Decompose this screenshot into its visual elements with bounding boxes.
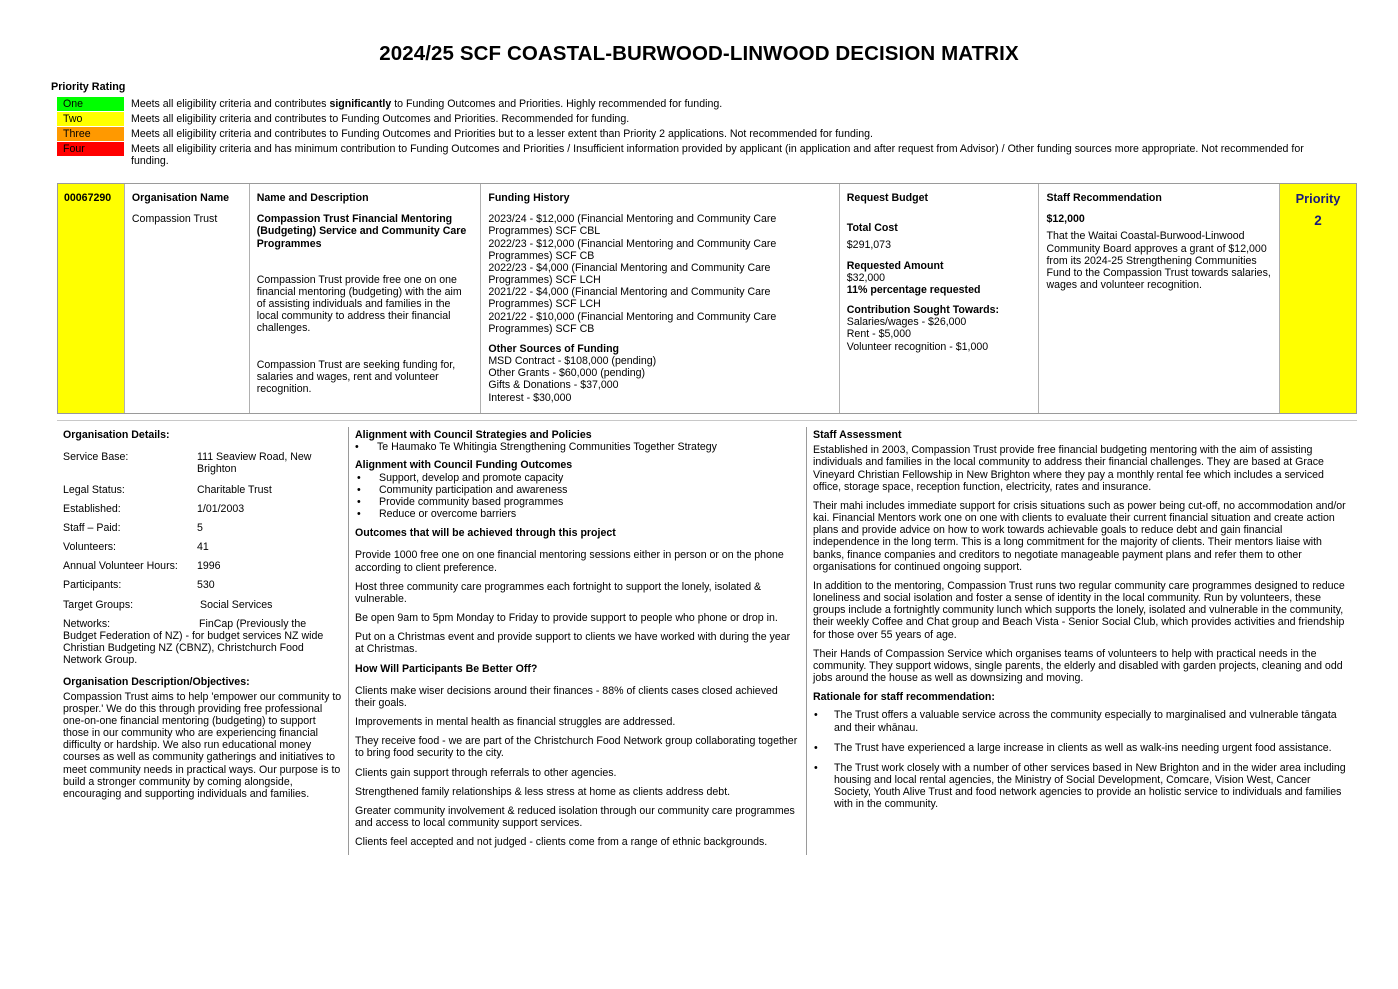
other-sources-header: Other Sources of Funding [488,342,620,355]
legend-text-four: Meets all eligibility criteria and has minimum contribution to Funding Outcomes and Priorities / Insufficient information provided by applicant (in application and after request from Advisor) / Other funding sources more appropriate. Not recommended for funding. [131,143,1304,167]
total-cost-value: $291,073 [846,239,891,252]
application-id: 00067290 [58,184,125,413]
detail-label: Staff – Paid: [63,521,121,534]
project-title: Compassion Trust Financial Mentoring (Budgeting) Service and Community Care Programmes [256,213,467,250]
priority-value: 2 [1314,212,1322,228]
achieve-item: Provide 1000 free one on one financial mentoring sessions either in person or on the phone according to client preference. [355,549,784,574]
organisation-details-heading: Organisation Details: [63,429,170,441]
funding-history-item: 2022/23 - $4,000 (Financial Mentoring and Community Care Programmes) SCF LCH [488,261,771,287]
other-source-item: Other Grants - $60,000 (pending) [488,367,645,380]
name-description-header: Name and Description [256,192,369,204]
better-off-item: Improvements in mental health as financial struggles are addressed. [355,716,676,729]
achieve-item: Host three community care programmes each fortnight to support the lonely, isolated & vulnerable. [355,580,762,605]
detail-value: Social Services [200,598,273,611]
staff-recommendation-text: That the Waitai Coastal-Burwood-Linwood Community Board approves a grant of $12,000 from its 2024-25 Strengthening Communities Fund to the Compassion Trust towards salaries, wages and volunteer recognition. [1046,230,1271,292]
requested-amount-label: Requested Amount [846,259,944,272]
list-item: • Te Haumako Te Whitingia Strengthening Communities Together Strategy [377,441,800,453]
legend-text-one: Meets all eligibility criteria and contributes significantly to Funding Outcomes and Priorities. Highly recommended for funding. [131,98,723,110]
project-description: Compassion Trust provide free one on one financial mentoring (budgeting) with the aim of assisting individuals and families in the local community to address their financial challenges. [256,273,462,335]
objectives-text: Compassion Trust aims to help 'empower our community to prosper.' We do this through providing free professional one-on-one financial mentoring (budgeting) to support those in our community who are experiencing financial difficulty or hardship. We also run educational money courses as well as community gatherings and initiatives to meet community needs in practical ways. Our purpose is to build a stronger community by coming alongside, encouraging and supporting individuals and families. [63,690,342,800]
list-item: • Provide community based programmes [379,496,800,508]
alignment-column [348,427,806,855]
rationale-item: • The Trust work closely with a number of other services based in New Brighton and in the wider area including housing and local rental agencies, the Ministry of Social Development, Comcare, Vision West, Cancer Society, Youth Alive Trust and food network agencies to provide an holistic service to individuals and families with in the community. [834,762,1350,811]
priority-cell [1280,184,1356,413]
networks [63,618,342,667]
legend-text-three: Meets all eligibility criteria and contributes to Funding Outcomes and Priorities but to a lesser extent than Priority 2 applications. Not recommended for funding. [131,128,873,140]
contribution-label: Contribution Sought Towards: [846,304,999,317]
detail-row-volunteers [63,541,342,553]
section-divider [57,420,1357,421]
detail-row-target-groups [63,599,342,611]
funding-purpose: Compassion Trust are seeking funding for, salaries and wages, rent and volunteer recognition. [256,358,456,395]
networks-value: FinCap (Previously the Budget Federation of NZ) - for budget services NZ wide Christian Budgeting NZ (CBNZ), Christchurch Food Network Group. [63,617,324,667]
legend-swatch-two: Two [57,112,124,126]
detail-label: Target Groups: [63,598,134,611]
contribution-item: Rent - $5,000 [846,328,911,341]
page-title: 2024/25 SCF COASTAL-BURWOOD-LINWOOD DECISION MATRIX [379,42,1019,65]
funding-history-item: 2023/24 - $12,000 (Financial Mentoring and Community Care Programmes) SCF CBL [488,213,777,238]
detail-value: 111 Seaview Road, New Brighton [197,451,312,476]
detail-row-legal-status [63,484,342,496]
better-off-item: They receive food - we are part of the Christchurch Food Network group collaborating together to bring food security to the city. [355,735,798,760]
funding-history-item: 2021/22 - $4,000 (Financial Mentoring and Community Care Programmes) SCF LCH [488,286,771,311]
staff-assessment-heading: Staff Assessment [813,429,902,441]
detail-label: Service Base: [63,451,129,464]
list-item: • Support, develop and promote capacity [379,472,800,484]
priority-legend [57,97,1317,168]
legend-text-two: Meets all eligibility criteria and contributes to Funding Outcomes and Priorities. Recommended for funding. [131,113,630,125]
requested-amount-value: $32,000 [846,271,886,284]
better-off-item: Greater community involvement & reduced isolation through our community care programmes and access to local community support services. [355,804,795,830]
better-off-item: Clients gain support through referrals to other agencies. [355,766,617,779]
legend-row-two [57,112,1317,126]
other-source-item: Interest - $30,000 [488,391,572,404]
funding-history-header: Funding History [488,192,570,204]
legend-swatch-three: Three [57,127,124,141]
detail-label: Legal Status: [63,483,125,496]
achieve-heading: Outcomes that will be achieved through this project [355,527,616,540]
detail-row-volunteer-hours [63,560,342,572]
list-item: • Reduce or overcome barriers [379,508,800,520]
detail-row-service-base [63,451,342,475]
funding-history-item: 2022/23 - $12,000 (Financial Mentoring and Community Care Programmes) SCF CB [488,237,777,262]
better-off-item: Strengthened family relationships & less stress at home as clients address debt. [355,785,731,798]
rationale-heading: Rationale for staff recommendation: [813,691,995,704]
objectives-heading: Organisation Description/Objectives: [63,676,250,689]
detail-label: Annual Volunteer Hours: [63,560,178,573]
detail-row-participants [63,579,342,591]
strategies-list [355,441,800,453]
detail-value: 41 [197,541,209,554]
request-budget-header: Request Budget [846,192,929,204]
detail-label: Participants: [63,579,122,592]
legend-row-four [57,142,1317,167]
legend-row-one [57,97,1317,111]
staff-recommendation-header: Staff Recommendation [1046,192,1162,204]
total-cost-label: Total Cost [846,222,898,235]
details-section [57,427,1357,855]
other-source-item: MSD Contract - $108,000 (pending) [488,355,657,368]
legend-swatch-one: One [57,97,124,111]
detail-label: Established: [63,502,121,515]
staff-assessment-column [806,427,1356,855]
organisation-name-header: Organisation Name [131,192,230,204]
organisation-name-cell [125,184,250,413]
detail-value: 1/01/2003 [197,502,245,515]
rationale-list [813,709,1350,810]
priority-label: Priority [1295,191,1341,206]
detail-row-staff-paid [63,522,342,534]
detail-label: Volunteers: [63,541,117,554]
detail-value: 5 [197,521,203,534]
detail-value: Charitable Trust [197,483,272,496]
funding-history-cell [481,184,839,413]
contribution-item: Salaries/wages - $26,000 [846,316,967,329]
rationale-item: • The Trust have experienced a large increase in clients as well as walk-ins needing urgent food assistance. [834,742,1350,754]
name-description-cell [250,184,482,413]
list-item: • Community participation and awareness [379,484,800,496]
detail-row-established [63,503,342,515]
networks-label: Networks: [63,617,111,630]
better-off-item: Clients make wiser decisions around their finances - 88% of clients cases closed achieved their goals. [355,684,778,709]
priority-rating-heading: Priority Rating [51,81,126,93]
outcomes-heading: Alignment with Council Funding Outcomes [355,459,573,472]
achieve-item: Put on a Christmas event and provide support to clients we have worked with during the year at Christmas. [355,631,791,656]
outcomes-list [355,472,800,521]
staff-recommendation-cell [1039,184,1280,413]
decision-matrix-row [57,183,1357,414]
organisation-name: Compassion Trust [131,213,218,226]
better-off-heading: How Will Participants Be Better Off? [355,662,538,675]
legend-swatch-four: Four [57,142,124,156]
detail-value: 530 [197,579,215,592]
assessment-paragraph: Their Hands of Compassion Service which organises teams of volunteers to help with practical needs in the community. They support widows, single parents, the elderly and disabled with garden projects, cleaning and odd jobs around the house as well as downsizing and moving. [813,647,1343,685]
other-source-item: Gifts & Donations - $37,000 [488,379,619,392]
assessment-paragraph: In addition to the mentoring, Compassion Trust runs two regular community care programmes designed to reduce loneliness and social isolation and foster a sense of identity in the local community. Run by volunteers, these groups include a fortnightly community lunch which supports the lonely, isolated and vulnerable in the community, their weekly Coffee and Chat group and Beach Vista - Senior Social Club, which provides activities and friendship for those over 55 years of age. [813,579,1345,641]
detail-value: 1996 [197,560,221,573]
assessment-paragraph: Established in 2003, Compassion Trust provide free financial budgeting mentoring with the aim of assisting individuals and families in the local community to address their financial challenges. They are based at Grace Vineyard Christian Fellowship in New Brighton where they pay a monthly rental fee which includes a serviced office, storage space, reception function, electricity, rates and insurance. [813,444,1324,493]
achieve-item: Be open 9am to 5pm Monday to Friday to provide support to people who phone or drop in. [355,612,778,625]
assessment-paragraph: Their mahi includes immediate support for crisis situations such as power being cut-off, no accommodation and/or kai. Financial Mentors work one on one with clients to evaluate their current financial situation and create action plans and provide advice on how to work towards achievable goals to reduce debt and gain financial independence in the long term. This is a long commitment for the majority of clients. Their mentors liaise with banks, finance companies and creditors to negotiate manageable payment plans and refer them to other organisations for continued ongoing support. [813,499,1346,573]
better-off-item: Clients feel accepted and not judged - clients come from a range of ethnic backgrounds. [355,836,768,849]
rationale-item: • The Trust offers a valuable service across the community especially to marginalised and vulnerable tāngata and their whānau. [834,709,1350,733]
legend-row-three [57,127,1317,141]
request-budget-cell [840,184,1040,413]
organisation-details-column [57,427,348,855]
staff-recommendation-amount: $12,000 [1046,213,1085,226]
contribution-item: Volunteer recognition - $1,000 [846,340,989,353]
strategies-heading: Alignment with Council Strategies and Policies [355,429,592,441]
percentage-requested: 11% percentage requested [846,283,981,296]
funding-history-item: 2021/22 - $10,000 (Financial Mentoring and Community Care Programmes) SCF CB [488,310,777,335]
